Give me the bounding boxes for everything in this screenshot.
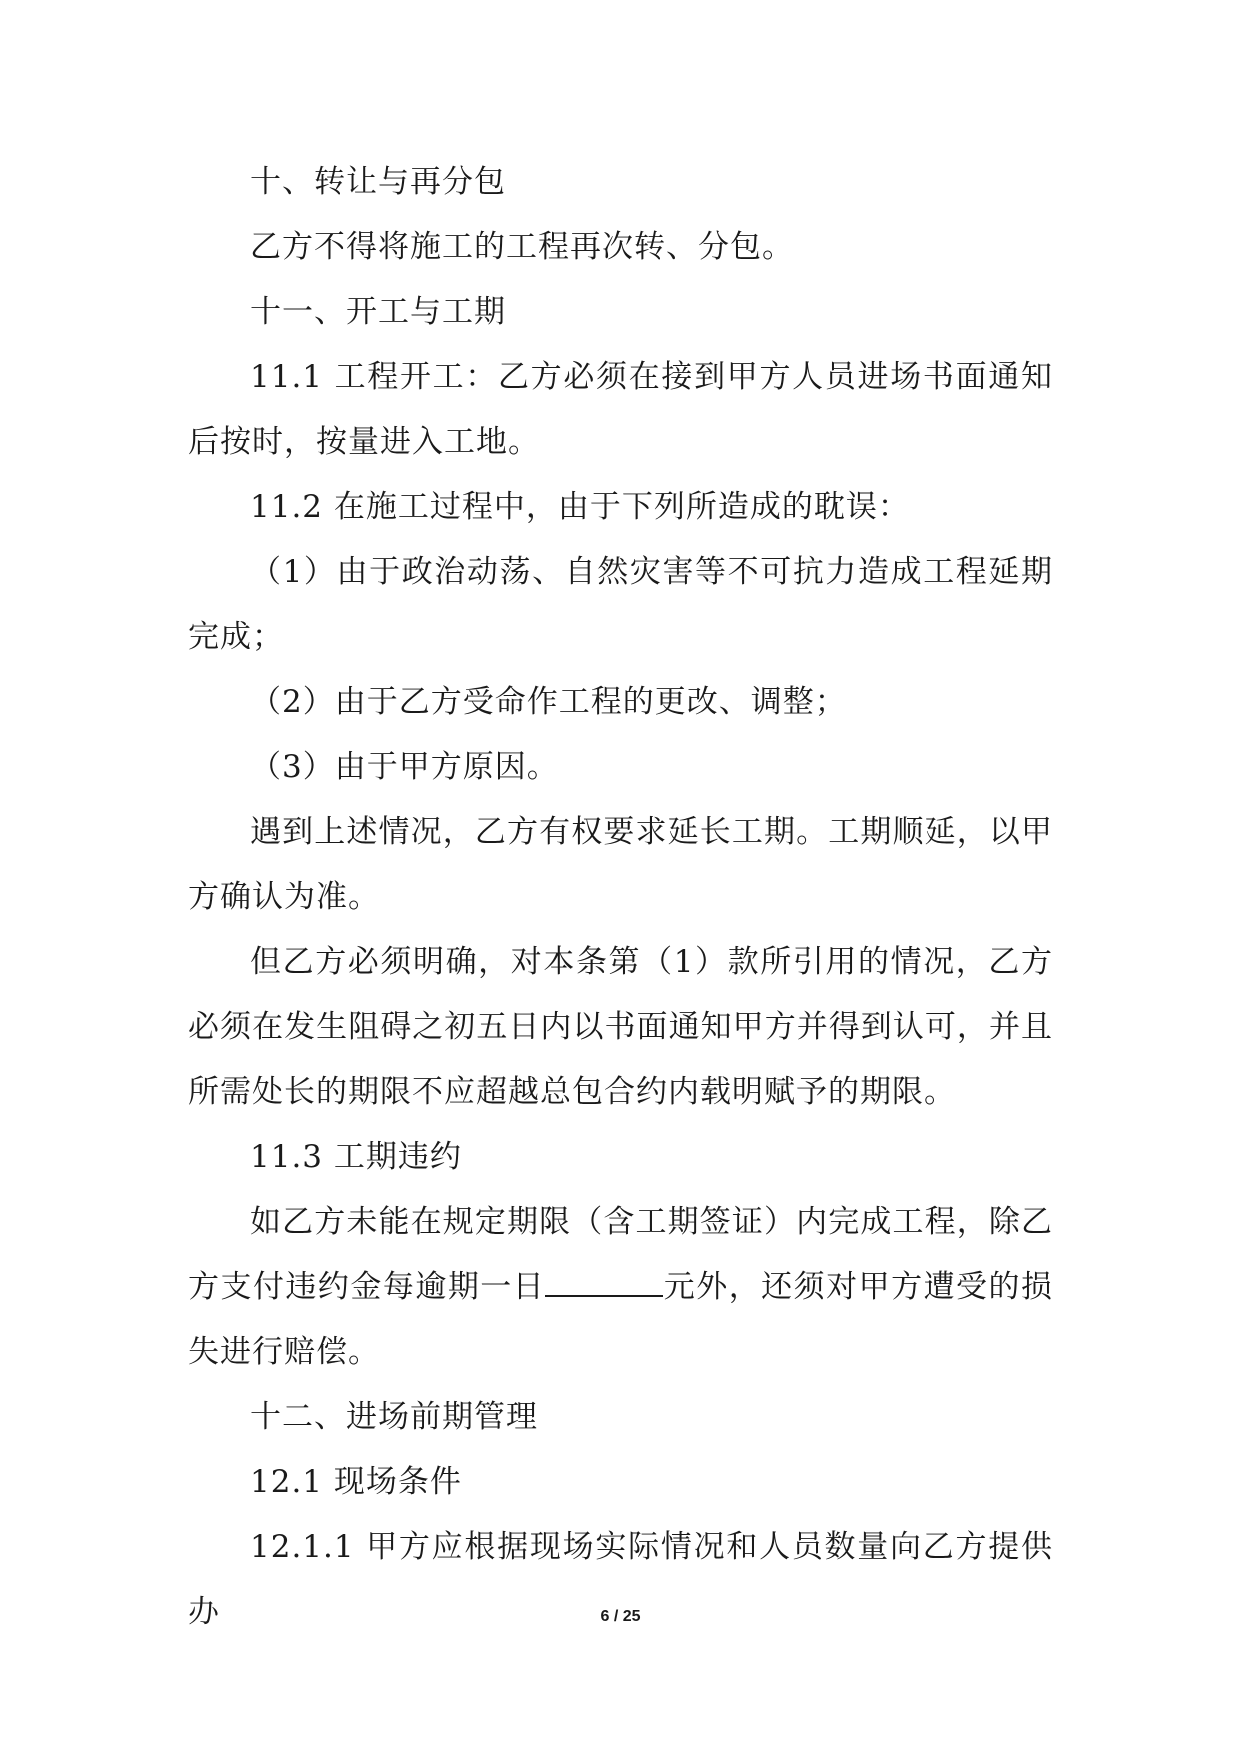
clause-11-2-item-1: （1）由于政治动荡、自然灾害等不可抗力造成工程延期完成；	[188, 554, 1053, 655]
clause-11-1: 11.1 工程开工：乙方必须在接到甲方人员进场书面通知后按时，按量进入工地。	[188, 359, 1053, 460]
clause-11-2-item-2: （2）由于乙方受命作工程的更改、调整；	[250, 684, 847, 720]
penalty-text-before: 如乙方未能在规定期限（含工期签证）内完成工程，除乙方支付违约金每逾期一日	[188, 1204, 1053, 1305]
penalty-amount-blank	[545, 1267, 663, 1297]
section-heading-pre-entry: 十二、进场前期管理	[250, 1399, 538, 1435]
paragraph-notice-requirement: 但乙方必须明确，对本条第（1）款所引用的情况，乙方必须在发生阻碍之初五日内以书面通知甲方并得到认可，并且所需处长的期限不应超越总包合约内载明赋予的期限。	[188, 944, 1053, 1110]
page-number: 6 / 25	[600, 1608, 641, 1625]
clause-11-3-heading: 11.3 工期违约	[250, 1139, 462, 1175]
section-heading-transfer: 十、转让与再分包	[250, 164, 506, 200]
document-body	[188, 150, 1053, 1645]
paragraph-extension-right: 遇到上述情况，乙方有权要求延长工期。工期顺延，以甲方确认为准。	[188, 814, 1053, 915]
penalty-text-after: 元外，还须对甲方遭受的损失进行赔偿。	[188, 1269, 1054, 1370]
clause-12-1-heading: 12.1 现场条件	[250, 1464, 462, 1500]
paragraph-penalty	[188, 1190, 1053, 1385]
clause-12-1-1: 12.1.1 甲方应根据现场实际情况和人员数量向乙方提供办	[188, 1529, 1053, 1630]
paragraph-no-subcontract: 乙方不得将施工的工程再次转、分包。	[250, 229, 794, 265]
clause-11-2-item-3: （3）由于甲方原因。	[250, 749, 559, 785]
clause-11-2: 11.2 在施工过程中，由于下列所造成的耽误：	[250, 489, 910, 525]
section-heading-commencement: 十一、开工与工期	[250, 294, 506, 330]
